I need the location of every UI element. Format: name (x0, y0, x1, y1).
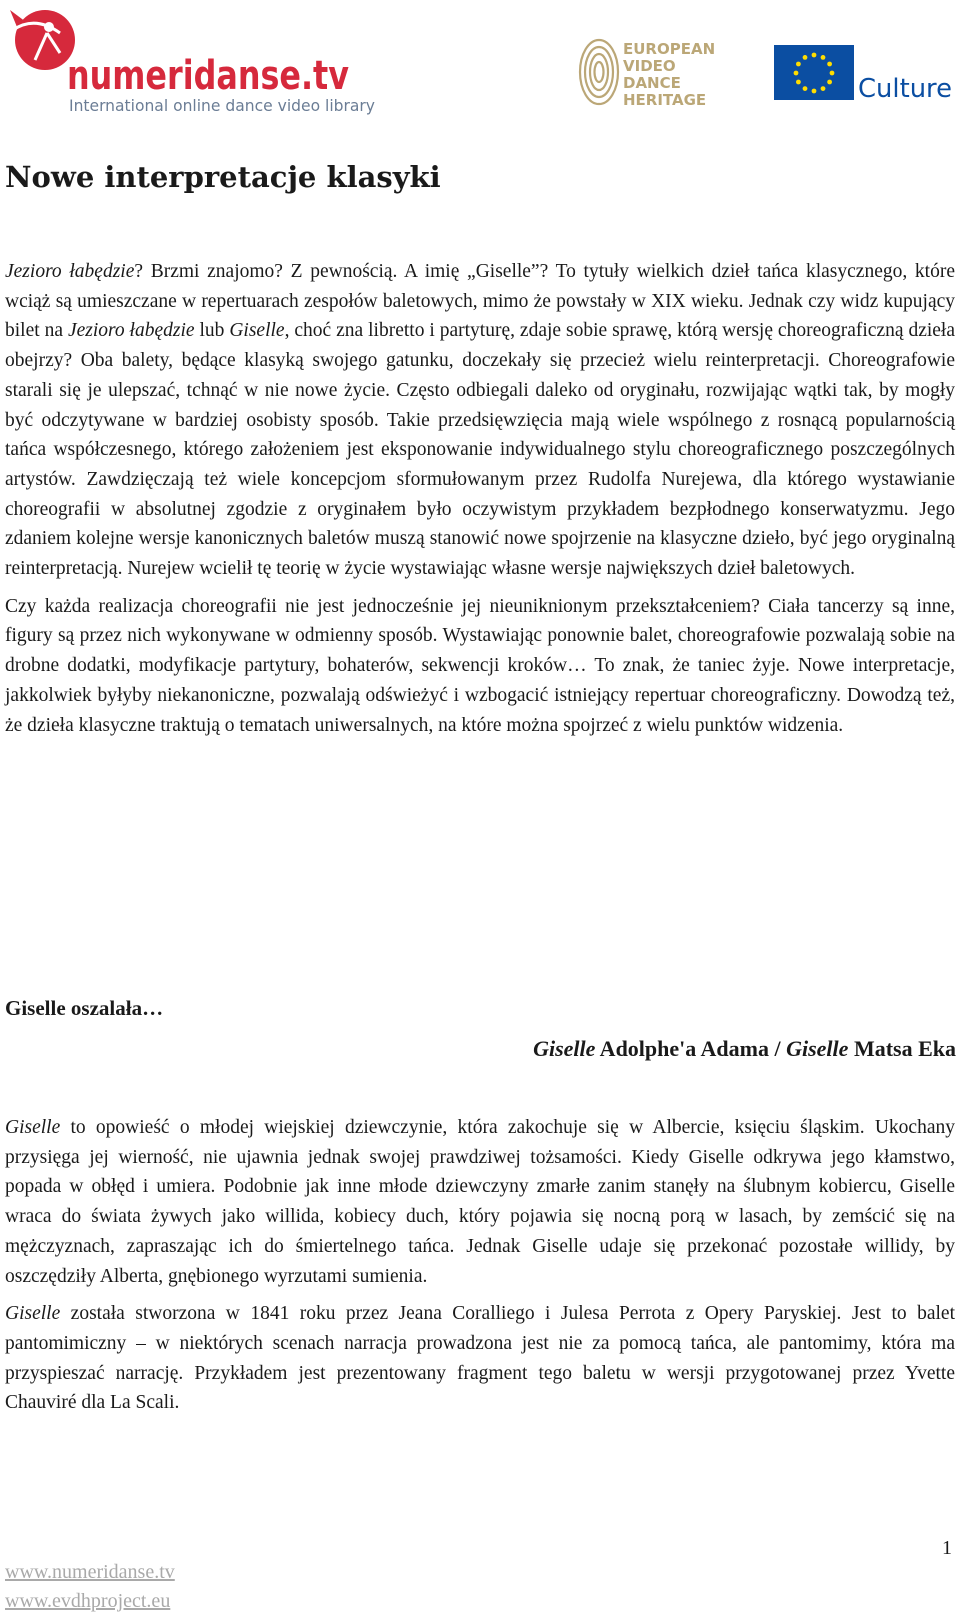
numeridanse-tagline: International online dance video library (69, 96, 375, 115)
italic-title: Giselle (533, 1036, 596, 1061)
eu-culture-label: Culture (858, 74, 952, 104)
text-span: to opowieść o młodej wiejskiej dziewczynie, która zakochuje się w Albercie, księciu śląskim. Ukochany przysięga jej wierność, nie ujawnia jednak swojej prawdziwej tożsamości. Kiedy Giselle odkrywa jego kłamstwo, popada w obłęd i umiera. Podobnie jak inne młode dziewczyny zmarłe zanim stanęły na ślubnym kobiercu, Giselle wraca do świata żywych jako willida, kobiecy duch, który pojawia się nocną porą w lasach, by zemścić się na mężczyznach, zapraszając ich do śmiertelnego tańca. Jednak Giselle udaje się przekonać pozostałe willidy, by oszczędziły Alberta, gnębionego wyrzutami sumienia. (5, 1117, 955, 1287)
italic-title: Jezioro łabędzie (67, 320, 195, 342)
evdh-line2: VIDEO (623, 57, 676, 75)
numeridanse-link[interactable]: www.numeridanse.tv (5, 1561, 175, 1583)
italic-title: Giselle (5, 1117, 61, 1138)
paragraph-1 (5, 257, 955, 584)
italic-title: Giselle (786, 1036, 849, 1061)
fingerprint-icon (580, 40, 618, 104)
evdh-link[interactable]: www.evdhproject.eu (5, 1590, 171, 1612)
italic-title: Jezioro łabędzie (5, 261, 135, 282)
page-title: Nowe interpretacje klasyki (5, 160, 441, 194)
text-span: , choć zna libretto i partyturę, zdaje sobie sprawę, którą wersję choreograficzną dzieła obejrzy? Oba balety, będące klasyką swojego gatunku, doczekały się przecież wielu reinterpretacji. Choreografowie starali się je ulepszać, tchnąć w nie nowe życie. Często odbiegali daleko od oryginału, rozwijając wątki tak, by mogły być odczytywane w bardziej osobisty sposób. Takie przedsięwzięcia mają wiele wspólnego z rosnącą popularnością tańca współczesnego, którego założeniem jest eksponowanie indywidualnego stylu choreograficznego poszczególnych artystów. Zawdzięczają też wiele koncepcjom sformułowanym przez Rudolfa Nurejewa, dla którego wystawianie choreografii w absolutnej zgodzie z oryginałem było oczywistym przykładem bezpłodnego konserwatyzmu. Jego zdaniem kolejne wersje kanonicznych baletów muszą stanowić nowe spojrzenie na klasyczne dzieło, być jego oryginalną reinterpretacją. Nurejew wcielił tę teorię w życie wystawiając własne wersje największych dzieł baletowych. (5, 320, 955, 580)
text-span: Matsa Eka (848, 1036, 956, 1061)
evdh-line3: DANCE (623, 74, 681, 92)
page-number: 1 (942, 1537, 952, 1559)
evdh-line4: HERITAGE (623, 91, 707, 109)
paragraph-3 (5, 1113, 955, 1291)
evdh-logo[interactable] (577, 36, 717, 116)
numeridanse-logo[interactable] (5, 5, 385, 120)
italic-title: Giselle (5, 1303, 61, 1325)
text-span: została stworzona w 1841 roku przez Jeana Coralliego i Julesa Perrota z Opery Paryskiej. Jest to balet pantomimiczny – w niektórych scenach narracja prowadzona jest nie za pomocą tańca, ale pantomimy, która ma przyspieszać narrację. Przykładem jest prezentowany fragment tego baletu w wersji przygotowanej przez Yvette Chauviré dla La Scali. (5, 1303, 955, 1414)
section-subtitle (533, 1036, 956, 1062)
text-span: lub (194, 320, 230, 342)
eu-culture-logo[interactable] (774, 45, 954, 107)
italic-title: Giselle (229, 320, 285, 342)
page-header (0, 0, 960, 125)
intro-section (5, 257, 955, 748)
dancer-icon (10, 10, 75, 70)
numeridanse-wordmark: numeridanse.tv (67, 53, 349, 99)
section-title: Giselle oszalała… (5, 996, 164, 1020)
evdh-line1: EUROPEAN (623, 40, 716, 58)
footer-links (5, 1558, 175, 1616)
text-span: Adolphe'a Adama / (595, 1036, 787, 1061)
giselle-section (5, 1113, 955, 1426)
text-span: ? Brzmi znajomo? Z pewnością. A imię „Giselle”? To tytuły wielkich dzieł tańca klasycznego, które wciąż są umieszczane w repertuarach zespołów baletowych, mimo że powstały w XIX wieku. Jednak czy widz kupujący bilet na (5, 261, 955, 342)
paragraph-2: Czy każda realizacja choreografii nie jest jednocześnie jej nieuniknionym przekształceniem? Ciała tancerzy są inne, figury są przez nich wykonywane w odmienny sposób. Wystawiając ponownie balet, choreografowie pozwalają sobie na drobne dodatki, modyfikacje partytury, bohaterów, sekwencji kroków… To znak, że taniec żyje. Nowe interpretacje, jakkolwiek byłyby niekanoniczne, pozwalają odświeżyć i wzbogacić istniejący repertuar choreograficzny. Dowodzą też, że dzieła klasyczne traktują o tematach uniwersalnych, na które można spojrzeć z wielu punktów widzenia. (5, 595, 955, 736)
paragraph-4 (5, 1299, 955, 1418)
